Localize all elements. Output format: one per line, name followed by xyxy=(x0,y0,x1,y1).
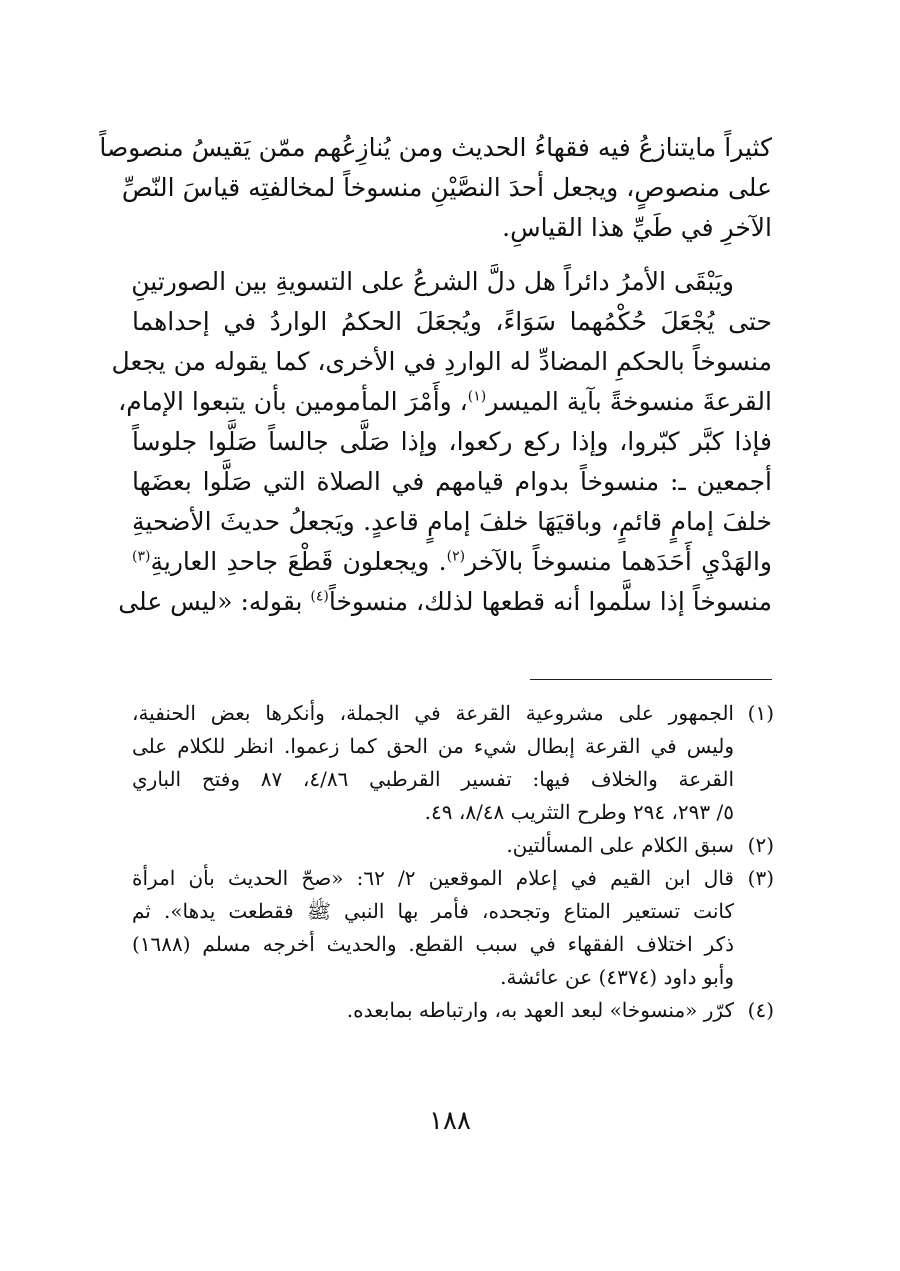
footnote-1 xyxy=(132,697,774,829)
footnote-line: كانت تستعير المتاع وتجحده، فأمر بها النبي ﷺ فقطعت يدها». ثم xyxy=(132,899,735,923)
footnote-divider xyxy=(530,679,772,680)
footnote-number: (٤) xyxy=(747,998,774,1022)
footnote-number: (٣) xyxy=(747,866,774,890)
paragraph-1 xyxy=(99,128,772,248)
text-line: أجمعين ـ: منسوخاً بدوام قيامهم في الصلاة التي صَلَّوا بعضَها xyxy=(132,467,772,496)
text-line: فإذا كبَّر كبّروا، وإذا ركع ركعوا، وإذا صَلَّى جالساً صَلَّوا جلوساً xyxy=(132,427,772,456)
text-segment: ، وأَمْرَ المأمومين بأن يتبعوا الإمام، xyxy=(118,387,468,416)
text-segment: والهَدْيِ أَحَدَهما منسوخاً بالآخر xyxy=(465,547,772,576)
text-line: على منصوصٍ، ويجعل أحدَ النصَّيْنِ منسوخاً لمخالفتِه قياسَ النّصِّ xyxy=(121,173,772,202)
footnote-body xyxy=(132,697,734,829)
text-line: كثيراً مايتنازعُ فيه فقهاءُ الحديث ومن يُنازِعُهم ممّن يَقيسُ منصوصاً xyxy=(99,133,772,162)
footnote-3 xyxy=(132,862,774,994)
footnote-body xyxy=(132,862,734,994)
footnote-line: ٥/ ٢٩٣، ٢٩٤ وطرح التثريب ٨/٤٨، ٤٩. xyxy=(424,800,734,824)
footnote-line: قال ابن القيم في إعلام الموقعين ٢/ ٦٢: «صحّ الحديث بأن امرأة xyxy=(132,866,734,890)
text-line xyxy=(118,382,772,422)
footnote-body xyxy=(132,829,734,862)
page-number: ١٨٨ xyxy=(429,1106,471,1136)
paragraph-2 xyxy=(111,262,772,622)
text-segment: . ويجعلون قَطْعَ جاحدِ العاريةِ xyxy=(150,547,447,576)
footnote-4 xyxy=(132,994,774,1027)
text-segment: القرعةَ منسوخةً بآية الميسر xyxy=(486,387,772,416)
footnote-2 xyxy=(132,829,774,862)
footnote-line: الجمهور على مشروعية القرعة في الجملة، وأنكرها بعض الحنفية، xyxy=(132,701,734,725)
footnote-ref-1[interactable]: (١) xyxy=(467,388,487,405)
footnote-ref-4[interactable]: (٤) xyxy=(310,588,329,605)
text-line xyxy=(132,542,772,582)
footnote-ref-2[interactable]: (٢) xyxy=(446,548,466,565)
footnote-line: ذكر اختلاف الفقهاء في سبب القطع. والحديث أخرجه مسلم (١٦٨٨) xyxy=(132,932,734,956)
text-line: خلفَ إمامٍ قائمٍ، وباقيَهَا خلفَ إمامٍ قاعدٍ. ويَجعلُ حديثَ الأضحيةِ xyxy=(132,507,772,536)
footnote-body xyxy=(132,994,734,1027)
footnote-line: وليس في القرعة إبطال شيء من الحق كما زعموا. انظر للكلام على xyxy=(132,734,734,758)
text-line xyxy=(118,582,772,622)
footnote-line: وأبو داود (٤٣٧٤) عن عائشة. xyxy=(500,965,734,989)
footnote-number: (١) xyxy=(747,701,774,725)
text-segment: منسوخاً إذا سلَّموا أنه قطعها لذلك، منسوخاً xyxy=(328,587,772,616)
footnote-line: كرّر «منسوخا» لبعد العهد به، وارتباطه بمابعده. xyxy=(346,998,734,1022)
main-text xyxy=(99,128,772,622)
footnote-ref-3[interactable]: (٣) xyxy=(132,548,151,565)
footnotes xyxy=(132,697,774,1027)
footnote-line: القرعة والخلاف فيها: تفسير القرطبي ٤/٨٦، ٨٧ وفتح الباري xyxy=(132,767,734,791)
footnote-line: سبق الكلام على المسألتين. xyxy=(506,833,734,857)
text-line: الآخرِ في طَيِّ هذا القياسِ. xyxy=(502,213,772,242)
text-segment: بقوله: «ليس على xyxy=(118,587,311,616)
text-line: حتى يُجْعَلَ حُكْمُهما سَوَاءً، ويُجعَلَ الحكمُ الواردُ في إحداهما xyxy=(132,307,772,336)
text-line: منسوخاً بالحكمِ المضادِّ له الواردِ في الأخرى، كما يقوله من يجعل xyxy=(111,347,772,376)
footnote-number: (٢) xyxy=(747,833,774,857)
text-line: ويَبْقَى الأمرُ دائراً هل دلَّ الشرعُ على التسويةِ بين الصورتينِ xyxy=(131,267,734,296)
